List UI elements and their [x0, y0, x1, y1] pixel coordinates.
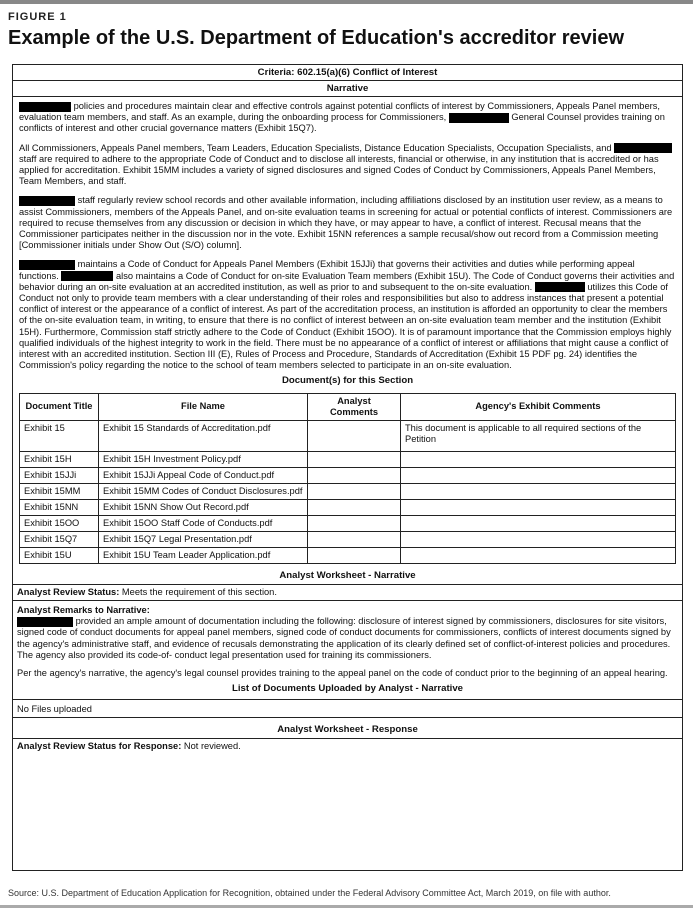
narrative-paragraph-2: All Commissioners, Appeals Panel members, Team Leaders, Education Specialists, Distance Education Specialists, Occupation Specialists, and staff are required to adhere to the appropriate Code of Conduct and to disclose all interests, financial or otherwise, in any institution that is accredited or has applied for accreditation. Exhibit 15MM includes a variety of signed disclosures and signed Codes of Conduct by Commissioners, Appeals Panel Members, Team Members, and staff.	[19, 143, 676, 188]
remarks-label: Analyst Remarks to Narrative:	[17, 605, 150, 616]
table-row: Exhibit 15Q7 Exhibit 15Q7 Legal Presentation.pdf	[20, 531, 676, 547]
table-row: Exhibit 15H Exhibit 15H Investment Policy.pdf	[20, 451, 676, 467]
table-row: Exhibit 15U Exhibit 15U Team Leader Application.pdf	[20, 547, 676, 563]
top-rule	[0, 0, 693, 4]
review-status-value: Meets the requirement of this section.	[121, 586, 277, 597]
response-status-value: Not reviewed.	[183, 740, 241, 751]
col-document-title: Document Title	[20, 393, 99, 420]
redaction-box	[19, 102, 71, 112]
response-status-label: Analyst Review Status for Response:	[17, 740, 182, 751]
col-file-name: File Name	[99, 393, 308, 420]
analyst-remarks-box	[13, 603, 682, 699]
table-header-row	[20, 393, 676, 420]
documents-table	[19, 393, 676, 564]
narrative-paragraph-3: staff regularly review school records and other available information, including affiliations disclosed by an institution user review, as a means to assist Commissioners, members of the Appeals Panel, and on-site evaluation teams in screening for actual or potential conflicts of interest. Commissioners are required to recuse themselves from any discussion or decision in which they have, or may appear to have, a conflict of interest. Recusal means that the Commissioner participates neither in the discussion nor in the vote. Exhibit 15NN references a sample recusal/show out record from a Commission meeting [Commissioner initials under Show Out (S/O) column].	[19, 195, 673, 251]
table-row: Exhibit 15JJi Exhibit 15JJi Appeal Code of Conduct.pdf	[20, 467, 676, 483]
response-status-row	[13, 738, 682, 754]
table-row: Exhibit 15MM Exhibit 15MM Codes of Conduct Disclosures.pdf	[20, 483, 676, 499]
figure-title: Example of the U.S. Department of Education's accreditor review	[8, 27, 625, 49]
source-note: Source: U.S. Department of Education Application for Recognition, obtained under the Federal Advisory Committee Act, March 2019, on file with author.	[8, 888, 611, 898]
documents-section-header: Document(s) for this Section	[281, 375, 414, 387]
redaction-box	[614, 143, 672, 153]
redaction-box	[449, 113, 509, 123]
uploaded-docs-header: List of Documents Uploaded by Analyst - Narrative	[231, 683, 463, 695]
table-row: Exhibit 15NN Exhibit 15NN Show Out Record.pdf	[20, 499, 676, 515]
col-agency-comments: Agency's Exhibit Comments	[401, 393, 676, 420]
redaction-box	[17, 617, 73, 627]
no-files-row: No Files uploaded	[13, 702, 682, 718]
document-scan	[12, 64, 683, 871]
worksheet-response-header: Analyst Worksheet - Response	[277, 723, 418, 735]
review-status-label: Analyst Review Status:	[17, 586, 120, 597]
table-row: Exhibit 15 Exhibit 15 Standards of Accreditation.pdf This document is applicable to all required sections of the Petition	[20, 420, 676, 451]
figure-label: FIGURE 1	[8, 11, 67, 23]
bottom-rule	[0, 905, 693, 908]
col-analyst-comments: Analyst Comments	[308, 393, 401, 420]
redaction-box	[535, 282, 585, 292]
criteria-header: Criteria: 602.15(a)(6) Conflict of Interest	[13, 65, 682, 81]
narrative-header: Narrative	[13, 81, 682, 97]
worksheet-narrative-header: Analyst Worksheet - Narrative	[279, 569, 416, 581]
narrative-paragraph-4: maintains a Code of Conduct for Appeals Panel Members (Exhibit 15JJi) that governs their activities and duties while performing appeal functions. also maintains a Code of Conduct for on-site Evaluation Team members (Exhibit 15U). The Code of Conduct governs their activities and behavior during an on-site evaluation at an accredited institution, as well as prior to and subsequent to the on-site evaluation. utilizes this Code of Conduct not only to provide team members with a clear understanding of their roles and responsibilities but also to address instances that present a potential conflict of interest or the appearance of a conflict of interest. As part of the accreditation process, an institution is afforded an opportunity to clear the members of the on-site evaluation team, in writing, to ensure that there is no conflict of interest between an on-site evaluation team member and the institution (Exhibit 15H). Furthermore, Commission staff strictly adhere to the Code of Conduct (Exhibit 15OO). It is of paramount importance that the Commission employs highly qualified individuals of the highest integrity to work in the field. There must be no appearance of a conflict of interest or affiliations that might cause a conflict of interest with an accredited institution. Section III (E), Rules of Process and Procedure, Standards of Accreditation (Exhibit 15 PDF pg. 24) identifies the Commission's policy regarding the notice to the school of team members selected to participate in an on-site evaluation.	[19, 259, 675, 371]
redaction-box	[61, 271, 113, 281]
review-status-row	[13, 584, 682, 601]
redaction-box	[19, 260, 75, 270]
table-row: Exhibit 15OO Exhibit 15OO Staff Code of Conducts.pdf	[20, 515, 676, 531]
narrative-paragraph-1: policies and procedures maintain clear and effective controls against potential conflicts of interest by Commissioners, Appeals Panel members, evaluation team members, and staff. As an example, during the onboarding process for Commissioners, General Counsel provides training on conflicts of interest and other crucial governance matters (Exhibit 15Q7).	[19, 101, 665, 134]
redaction-box	[19, 196, 75, 206]
remarks-paragraph-2: Per the agency's narrative, the agency's legal counsel provides training to the appeal panel on the code of conduct prior to the beginning of an appeal hearing.	[17, 668, 668, 679]
remarks-paragraph-1: provided an ample amount of documentation including the following: disclosure of interest signed by commissioners, disclosures for site visitors, signed code of conduct documents for appeal panel members, signed code of conduct documents for commissioners, conflicts of interest documents signed by the agency's administrative staff, and evidence of recusals demonstrating the application of its clearly defined set of conflict-of-interest policies and procedures. The agency also provided its code-of- conduct legal presentation used for training its commissioners.	[17, 616, 671, 660]
